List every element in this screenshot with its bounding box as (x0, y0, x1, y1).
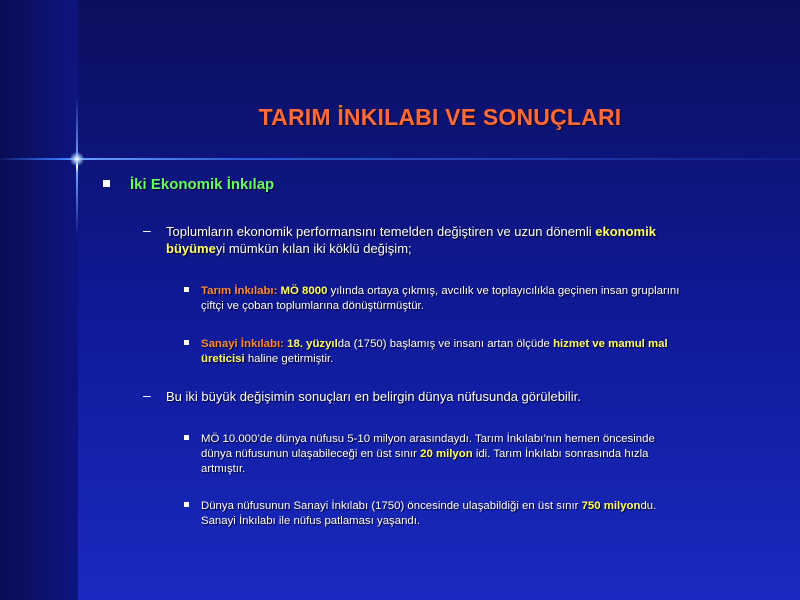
dash-icon: – (143, 222, 151, 238)
left-band (0, 0, 78, 600)
horizontal-line (0, 158, 800, 160)
sub2-line1: Sanayi İnkılabı: 18. yüzyılda (1750) başlamış ve insanı artan ölçüde hizmet ve mamul mal (201, 338, 668, 350)
bullet-icon (103, 180, 110, 187)
bullet-icon (184, 502, 189, 507)
sparkle-icon (70, 152, 84, 166)
point2-text: Bu iki büyük değişimin sonuçları en belirgin dünya nüfusunda görülebilir. (166, 389, 581, 404)
bullet-icon (184, 340, 189, 345)
bullet-icon (184, 435, 189, 440)
sub3-line2: dünya nüfusunun ulaşabileceği en üst sınır 20 milyon idi. Tarım İnkılabı sonrasında hızla (201, 448, 649, 460)
heading: İki Ekonomik İnkılap (130, 176, 275, 193)
point1-line2: büyümeyi mümkün kılan iki köklü değişim; (166, 241, 412, 256)
sub3-line3: artmıştır. (201, 463, 246, 475)
vertical-line (76, 96, 78, 236)
sub1-line1: Tarım İnkılabı: MÖ 8000 yılında ortaya çıkmış, avcılık ve toplayıcılıkla geçinen insan gruplarını (201, 285, 680, 297)
dash-icon: – (143, 387, 151, 403)
sub4-line2: Sanayi İnkılabı ile nüfus patlaması yaşandı. (201, 515, 421, 527)
bullet-icon (184, 287, 189, 292)
point1-line1: Toplumların ekonomik performansını temelden değiştiren ve uzun dönemli ekonomik (166, 224, 656, 239)
sub2-line2: üreticisi haline getirmiştir. (201, 353, 334, 365)
sub1-line2: çiftçi ve çoban toplumlarına dönüştürmüştür. (201, 300, 424, 312)
sub4-line1: Dünya nüfusunun Sanayi İnkılabı (1750) öncesinde ulaşabildiği en üst sınır 750 milyondu. (201, 500, 657, 512)
sub3-line1: MÖ 10.000’de dünya nüfusu 5-10 milyon arasındaydı. Tarım İnkılabı’nın hemen öncesinde (201, 433, 655, 445)
slide-title: TARIM İNKILABI VE SONUÇLARI (258, 104, 622, 130)
